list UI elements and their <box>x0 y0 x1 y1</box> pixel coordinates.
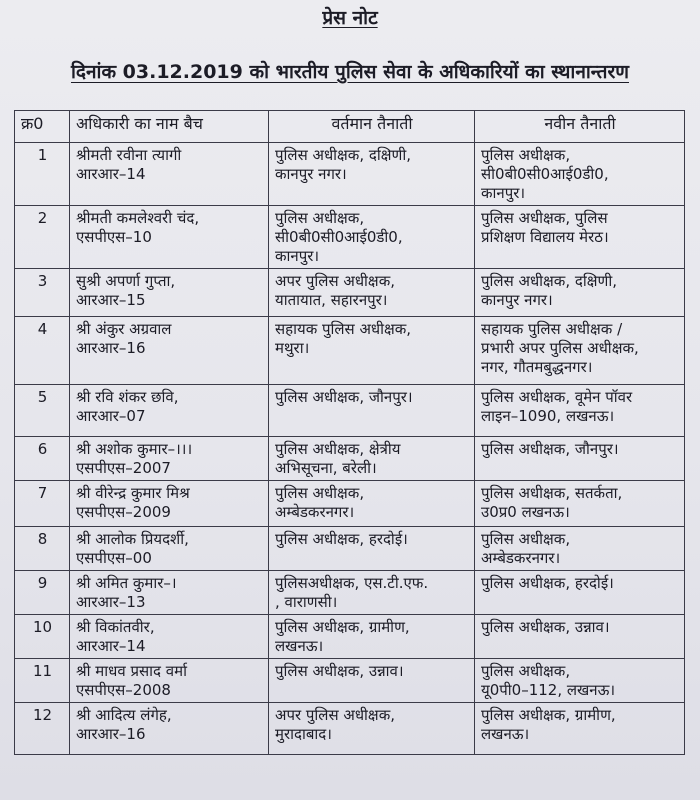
table-row <box>15 385 685 437</box>
transfer-table <box>14 110 685 755</box>
new-posting-cell <box>475 437 685 481</box>
current-posting-line: अपर पुलिस अधीक्षक, <box>275 706 395 724</box>
current-posting-line: कानपुर। <box>275 247 320 265</box>
current-posting-line: अपर पुलिस अधीक्षक, <box>275 272 395 290</box>
new-posting-cell <box>475 269 685 317</box>
serial-number-cell: 6 <box>15 437 70 481</box>
new-posting-cell <box>475 703 685 755</box>
new-posting-cell <box>475 206 685 269</box>
current-posting-line: सी0बी0सी0आई0डी0, <box>275 228 403 246</box>
new-posting-line: नगर, गौतमबुद्धनगर। <box>481 358 593 376</box>
officer-line: आरआर–14 <box>76 637 146 655</box>
officer-line: आरआर–14 <box>76 165 146 183</box>
new-posting-cell <box>475 615 685 659</box>
current-posting-cell <box>269 206 475 269</box>
officer-name-cell <box>70 206 269 269</box>
officer-line: श्रीमती रवीना त्यागी <box>76 146 182 164</box>
new-posting-line: पुलिस अधीक्षक, उन्नाव। <box>481 618 610 636</box>
new-posting-cell <box>475 659 685 703</box>
officer-name-cell <box>70 527 269 571</box>
table-row <box>15 481 685 527</box>
new-posting-line: पुलिस अधीक्षक, हरदोई। <box>481 574 614 592</box>
current-posting-line: पुलिस अधीक्षक, क्षेत्रीय <box>275 440 401 458</box>
serial-number-cell: 2 <box>15 206 70 269</box>
officer-line: श्री वीरेन्द्र कुमार मिश्र <box>76 484 190 502</box>
subheading-text: दिनांक 03.12.2019 को भारतीय पुलिस सेवा के अधिकारियों का स्थानान्तरण <box>70 61 629 83</box>
officer-line: आरआर–15 <box>76 291 146 309</box>
officer-line: आरआर–16 <box>76 339 146 357</box>
officer-name-cell <box>70 703 269 755</box>
officer-name-cell <box>70 269 269 317</box>
officer-line: एसपीएस–2007 <box>76 459 171 477</box>
officer-name-cell <box>70 437 269 481</box>
officer-line: आरआर–16 <box>76 725 146 743</box>
table-row <box>15 527 685 571</box>
table-row <box>15 269 685 317</box>
current-posting-line: पुलिस अधीक्षक, हरदोई। <box>275 530 408 548</box>
current-posting-line: कानपुर नगर। <box>275 165 347 183</box>
current-posting-cell <box>269 437 475 481</box>
header-serial: क्र0 <box>15 111 70 143</box>
transfer-order-title <box>0 58 700 84</box>
serial-number-cell: 5 <box>15 385 70 437</box>
heading-text: प्रेस नोट <box>322 7 378 29</box>
new-posting-line: पुलिस अधीक्षक, <box>481 146 571 164</box>
table-row <box>15 615 685 659</box>
table-row <box>15 703 685 755</box>
table-row <box>15 437 685 481</box>
new-posting-line: कानपुर। <box>481 184 526 202</box>
officer-name-cell <box>70 385 269 437</box>
new-posting-cell <box>475 317 685 385</box>
press-note-heading <box>0 4 700 30</box>
current-posting-line: पुलिस अधीक्षक, दक्षिणी, <box>275 146 411 164</box>
current-posting-line: मुरादाबाद। <box>275 725 332 743</box>
new-posting-cell <box>475 481 685 527</box>
current-posting-line: पुलिसअधीक्षक, एस.टी.एफ. <box>275 574 429 592</box>
officer-line: श्री अशोक कुमार–।।। <box>76 440 193 458</box>
table-header-row <box>15 111 685 143</box>
current-posting-line: पुलिस अधीक्षक, जौनपुर। <box>275 388 413 406</box>
current-posting-cell <box>269 385 475 437</box>
serial-number-cell: 10 <box>15 615 70 659</box>
current-posting-cell <box>269 703 475 755</box>
current-posting-line: पुलिस अधीक्षक, ग्रामीण, <box>275 618 410 636</box>
new-posting-line: पुलिस अधीक्षक, जौनपुर। <box>481 440 619 458</box>
current-posting-line: सहायक पुलिस अधीक्षक, <box>275 320 412 338</box>
new-posting-cell <box>475 571 685 615</box>
new-posting-line: उ0प्र0 लखनऊ। <box>481 503 570 521</box>
new-posting-cell <box>475 527 685 571</box>
new-posting-line: पुलिस अधीक्षक, पुलिस <box>481 209 608 227</box>
officer-line: श्री अंकुर अग्रवाल <box>76 320 172 338</box>
new-posting-line: पुलिस अधीक्षक, सतर्कता, <box>481 484 623 502</box>
current-posting-line: पुलिस अधीक्षक, <box>275 484 365 502</box>
officer-line: श्री रवि शंकर छवि, <box>76 388 179 406</box>
new-posting-line: यू0पी0–112, लखनऊ। <box>481 681 616 699</box>
officer-line: एसपीएस–10 <box>76 228 152 246</box>
new-posting-line: सी0बी0सी0आई0डी0, <box>481 165 609 183</box>
officer-name-cell <box>70 317 269 385</box>
officer-line: श्री विकांतवीर, <box>76 618 155 636</box>
officer-name-cell <box>70 571 269 615</box>
current-posting-line: मथुरा। <box>275 339 310 357</box>
table-body <box>15 143 685 755</box>
serial-number-cell: 12 <box>15 703 70 755</box>
current-posting-line: लखनऊ। <box>275 637 324 655</box>
officer-line: श्रीमती कमलेश्वरी चंद, <box>76 209 200 227</box>
new-posting-cell <box>475 143 685 206</box>
new-posting-line: प्रशिक्षण विद्यालय मेरठ। <box>481 228 609 246</box>
new-posting-line: पुलिस अधीक्षक, वूमेन पॉवर <box>481 388 633 406</box>
officer-line: श्री माधव प्रसाद वर्मा <box>76 662 187 680</box>
serial-number-cell: 1 <box>15 143 70 206</box>
new-posting-line: लखनऊ। <box>481 725 530 743</box>
header-current-posting: वर्तमान तैनाती <box>269 111 475 143</box>
table-row <box>15 317 685 385</box>
header-new-posting: नवीन तैनाती <box>475 111 685 143</box>
current-posting-line: अम्बेडकरनगर। <box>275 503 355 521</box>
officer-line: आरआर–13 <box>76 593 146 611</box>
officer-line: सुश्री अपर्णा गुप्ता, <box>76 272 176 290</box>
current-posting-cell <box>269 481 475 527</box>
new-posting-line: पुलिस अधीक्षक, ग्रामीण, <box>481 706 616 724</box>
serial-number-cell: 9 <box>15 571 70 615</box>
current-posting-cell <box>269 659 475 703</box>
new-posting-line: पुलिस अधीक्षक, <box>481 662 571 680</box>
current-posting-line: , वाराणसी। <box>275 593 338 611</box>
current-posting-line: पुलिस अधीक्षक, उन्नाव। <box>275 662 404 680</box>
new-posting-cell <box>475 385 685 437</box>
officer-line: एसपीएस–2008 <box>76 681 171 699</box>
new-posting-line: लाइन–1090, लखनऊ। <box>481 407 615 425</box>
officer-name-cell <box>70 615 269 659</box>
table-row <box>15 143 685 206</box>
current-posting-cell <box>269 269 475 317</box>
new-posting-line: पुलिस अधीक्षक, <box>481 530 571 548</box>
current-posting-cell <box>269 615 475 659</box>
officer-line: श्री आदित्य लंगेह, <box>76 706 172 724</box>
serial-number-cell: 11 <box>15 659 70 703</box>
officer-line: एसपीएस–2009 <box>76 503 171 521</box>
officer-name-cell <box>70 481 269 527</box>
new-posting-line: सहायक पुलिस अधीक्षक / <box>481 320 623 338</box>
current-posting-cell <box>269 317 475 385</box>
serial-number-cell: 3 <box>15 269 70 317</box>
serial-number-cell: 8 <box>15 527 70 571</box>
officer-line: श्री अमित कुमार–। <box>76 574 177 592</box>
current-posting-cell <box>269 143 475 206</box>
current-posting-cell <box>269 571 475 615</box>
new-posting-line: अम्बेडकरनगर। <box>481 549 561 567</box>
current-posting-line: यातायात, सहारनपुर। <box>275 291 388 309</box>
current-posting-cell <box>269 527 475 571</box>
new-posting-line: पुलिस अधीक्षक, दक्षिणी, <box>481 272 617 290</box>
officer-line: श्री आलोक प्रियदर्शी, <box>76 530 189 548</box>
new-posting-line: कानपुर नगर। <box>481 291 553 309</box>
table-row <box>15 659 685 703</box>
table-row <box>15 206 685 269</box>
current-posting-line: अभिसूचना, बरेली। <box>275 459 377 477</box>
officer-name-cell <box>70 143 269 206</box>
new-posting-line: प्रभारी अपर पुलिस अधीक्षक, <box>481 339 639 357</box>
header-officer-name-batch: अधिकारी का नाम बैच <box>70 111 269 143</box>
serial-number-cell: 7 <box>15 481 70 527</box>
current-posting-line: पुलिस अधीक्षक, <box>275 209 365 227</box>
officer-line: एसपीएस–00 <box>76 549 152 567</box>
serial-number-cell: 4 <box>15 317 70 385</box>
table-row <box>15 571 685 615</box>
officer-name-cell <box>70 659 269 703</box>
officer-line: आरआर–07 <box>76 407 146 425</box>
